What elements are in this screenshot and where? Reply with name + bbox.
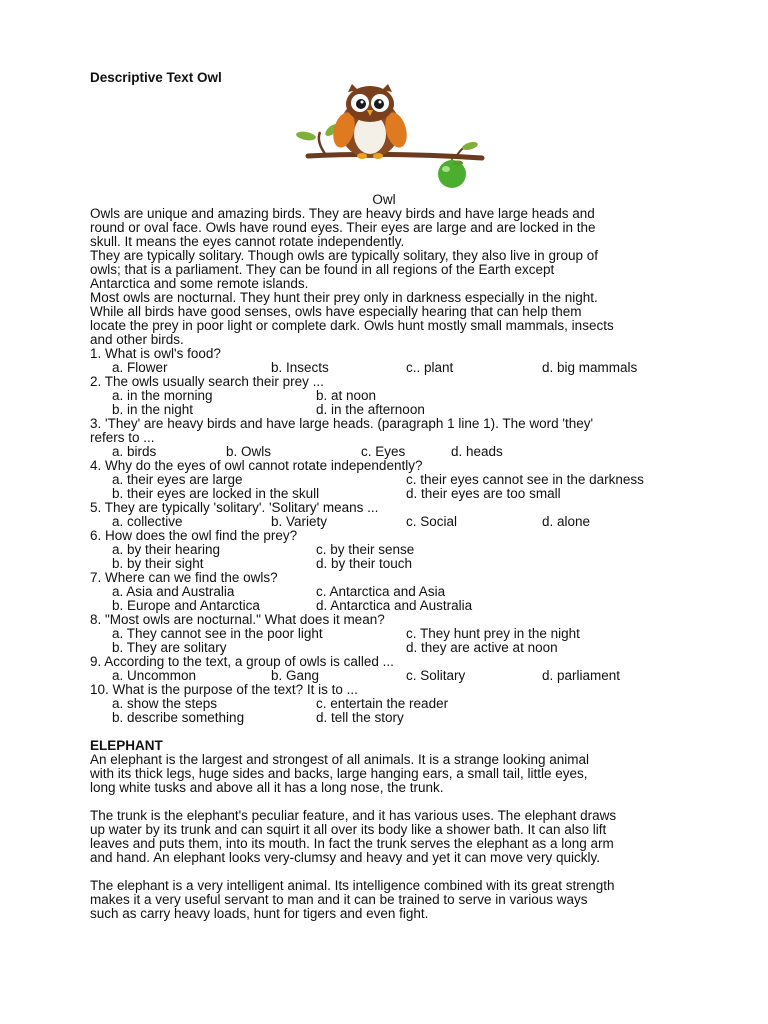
options-row	[90, 473, 690, 487]
text-line: Owls are unique and amazing birds. They are heavy birds and have large heads and	[90, 206, 595, 221]
question-10: 10. What is the purpose of the text? It is to ...	[90, 682, 358, 697]
elephant-heading: ELEPHANT	[90, 738, 163, 753]
option-b: b. Variety	[271, 514, 328, 529]
owl-caption: Owl	[372, 192, 396, 207]
option-c: c. They hunt prey in the night	[406, 626, 580, 641]
option-b: b. Owls	[226, 444, 272, 459]
owl-paragraph-1	[90, 207, 690, 249]
text-line: An elephant is the largest and strongest of all animals. It is a strange looking animal	[90, 752, 590, 767]
document-body	[90, 207, 690, 921]
option-c: c. Social	[406, 514, 458, 529]
text-line: skull. It means the eyes cannot rotate independently.	[90, 234, 405, 249]
option-d: d. Antarctica and Australia	[316, 598, 473, 613]
text-line: They are typically solitary. Though owls are typically solitary, they also live in group of	[90, 248, 598, 263]
option-d: d. parliament	[542, 668, 621, 683]
option-c: c. by their sense	[316, 542, 415, 557]
option-d: d. big mammals	[542, 360, 638, 375]
text-line: round or oval face. Owls have round eyes. Their eyes are large and are locked in the	[90, 220, 596, 235]
option-b: b. by their sight	[112, 556, 204, 571]
option-a: a. birds	[112, 444, 157, 459]
text-line: with its thick legs, huge sides and backs, large hanging ears, a small tail, little eyes,	[90, 766, 588, 781]
option-c: c.. plant	[406, 360, 454, 375]
text-line: While all birds have good senses, owls have especially hearing that can help them	[90, 304, 582, 319]
text-line: such as carry heavy loads, hunt for tigers and even fight.	[90, 906, 429, 921]
option-b: b. at noon	[316, 388, 377, 403]
option-a: a. in the morning	[112, 388, 213, 403]
option-d: d. their eyes are too small	[406, 486, 561, 501]
option-b: b. Insects	[271, 360, 329, 375]
text-line: Most owls are nocturnal. They hunt their prey only in darkness especially in the night.	[90, 290, 598, 305]
options-row	[90, 389, 690, 403]
question-1: 1. What is owl's food?	[90, 346, 221, 361]
owl-paragraph-3	[90, 291, 690, 347]
text-line: long white tusks and above all it has a long nose, the trunk.	[90, 780, 444, 795]
question-3-cont: refers to ...	[90, 430, 155, 445]
option-c: c. entertain the reader	[316, 696, 449, 711]
option-a: a. collective	[112, 514, 183, 529]
options-row	[90, 403, 690, 417]
options-row	[90, 627, 690, 641]
question-9: 9. According to the text, a group of owls is called ...	[90, 654, 394, 669]
text-line: and other birds.	[90, 332, 184, 347]
question-7: 7. Where can we find the owls?	[90, 570, 278, 585]
question-8: 8. "Most owls are nocturnal." What does it mean?	[90, 612, 385, 627]
option-b: b. They are solitary	[112, 640, 227, 655]
owl-paragraph-2	[90, 249, 690, 291]
options-row	[90, 669, 690, 683]
text-line: The trunk is the elephant's peculiar feature, and it has various uses. The elephant draws	[90, 808, 617, 823]
option-c: c. Eyes	[361, 444, 406, 459]
option-d: d. in the afternoon	[316, 402, 425, 417]
option-a: a. Asia and Australia	[112, 584, 235, 599]
option-d: d. heads	[451, 444, 503, 459]
option-d: d. alone	[542, 514, 591, 529]
option-c: c. Solitary	[406, 668, 466, 683]
option-d: d. by their touch	[316, 556, 413, 571]
option-a: a. their eyes are large	[112, 472, 243, 487]
option-a: a. show the steps	[112, 696, 218, 711]
option-b: b. describe something	[112, 710, 245, 725]
option-b: b. their eyes are locked in the skull	[112, 486, 320, 501]
options-row	[90, 361, 690, 375]
text-line: leaves and puts them, into its mouth. In fact the trunk serves the elephant as a long arm	[90, 836, 614, 851]
options-row	[90, 711, 690, 725]
option-c: c. Antarctica and Asia	[316, 584, 446, 599]
options-row	[90, 585, 690, 599]
question-3: 3. 'They' are heavy birds and have large heads. (paragraph 1 line 1). The word 'they'	[90, 416, 594, 431]
options-row	[90, 557, 690, 571]
option-a: a. Flower	[112, 360, 168, 375]
text-line: Antarctica and some remote islands.	[90, 276, 309, 291]
options-row	[90, 515, 690, 529]
option-d: d. they are active at noon	[406, 640, 558, 655]
document-title: Descriptive Text Owl	[90, 70, 222, 85]
options-row	[90, 487, 690, 501]
option-a: a. They cannot see in the poor light	[112, 626, 323, 641]
elephant-paragraph-3	[90, 879, 690, 921]
elephant-paragraph-2	[90, 809, 690, 865]
text-line: and hand. An elephant looks very-clumsy and heavy and yet it can move very quickly.	[90, 850, 601, 865]
elephant-paragraph-1	[90, 753, 690, 795]
text-line: owls; that is a parliament. They can be found in all regions of the Earth except	[90, 262, 555, 277]
text-line: up water by its trunk and can squirt it all over its body like a shower bath. It can also lift	[90, 822, 607, 837]
question-2: 2. The owls usually search their prey ...	[90, 374, 324, 389]
text-line: The elephant is a very intelligent animal. Its intelligence combined with its great strength	[90, 878, 615, 893]
options-row	[90, 445, 690, 459]
options-row	[90, 697, 690, 711]
option-d: d. tell the story	[316, 710, 404, 725]
option-b: b. Europe and Antarctica	[112, 598, 260, 613]
option-b: b. Gang	[271, 668, 320, 683]
options-row	[90, 641, 690, 655]
option-a: a. by their hearing	[112, 542, 221, 557]
options-row	[90, 599, 690, 613]
text-line: makes it a very useful servant to man and it can be trained to serve in various ways	[90, 892, 588, 907]
owl-on-branch-icon	[286, 84, 486, 190]
options-row	[90, 543, 690, 557]
question-6: 6. How does the owl find the prey?	[90, 528, 298, 543]
question-4: 4. Why do the eyes of owl cannot rotate independently?	[90, 458, 423, 473]
question-5: 5. They are typically 'solitary'. 'Solitary' means ...	[90, 500, 379, 515]
option-a: a. Uncommon	[112, 668, 197, 683]
text-line: locate the prey in poor light or complete dark. Owls hunt mostly small mammals, insects	[90, 318, 614, 333]
option-c: c. their eyes cannot see in the darkness	[406, 472, 644, 487]
option-b: b. in the night	[112, 402, 194, 417]
